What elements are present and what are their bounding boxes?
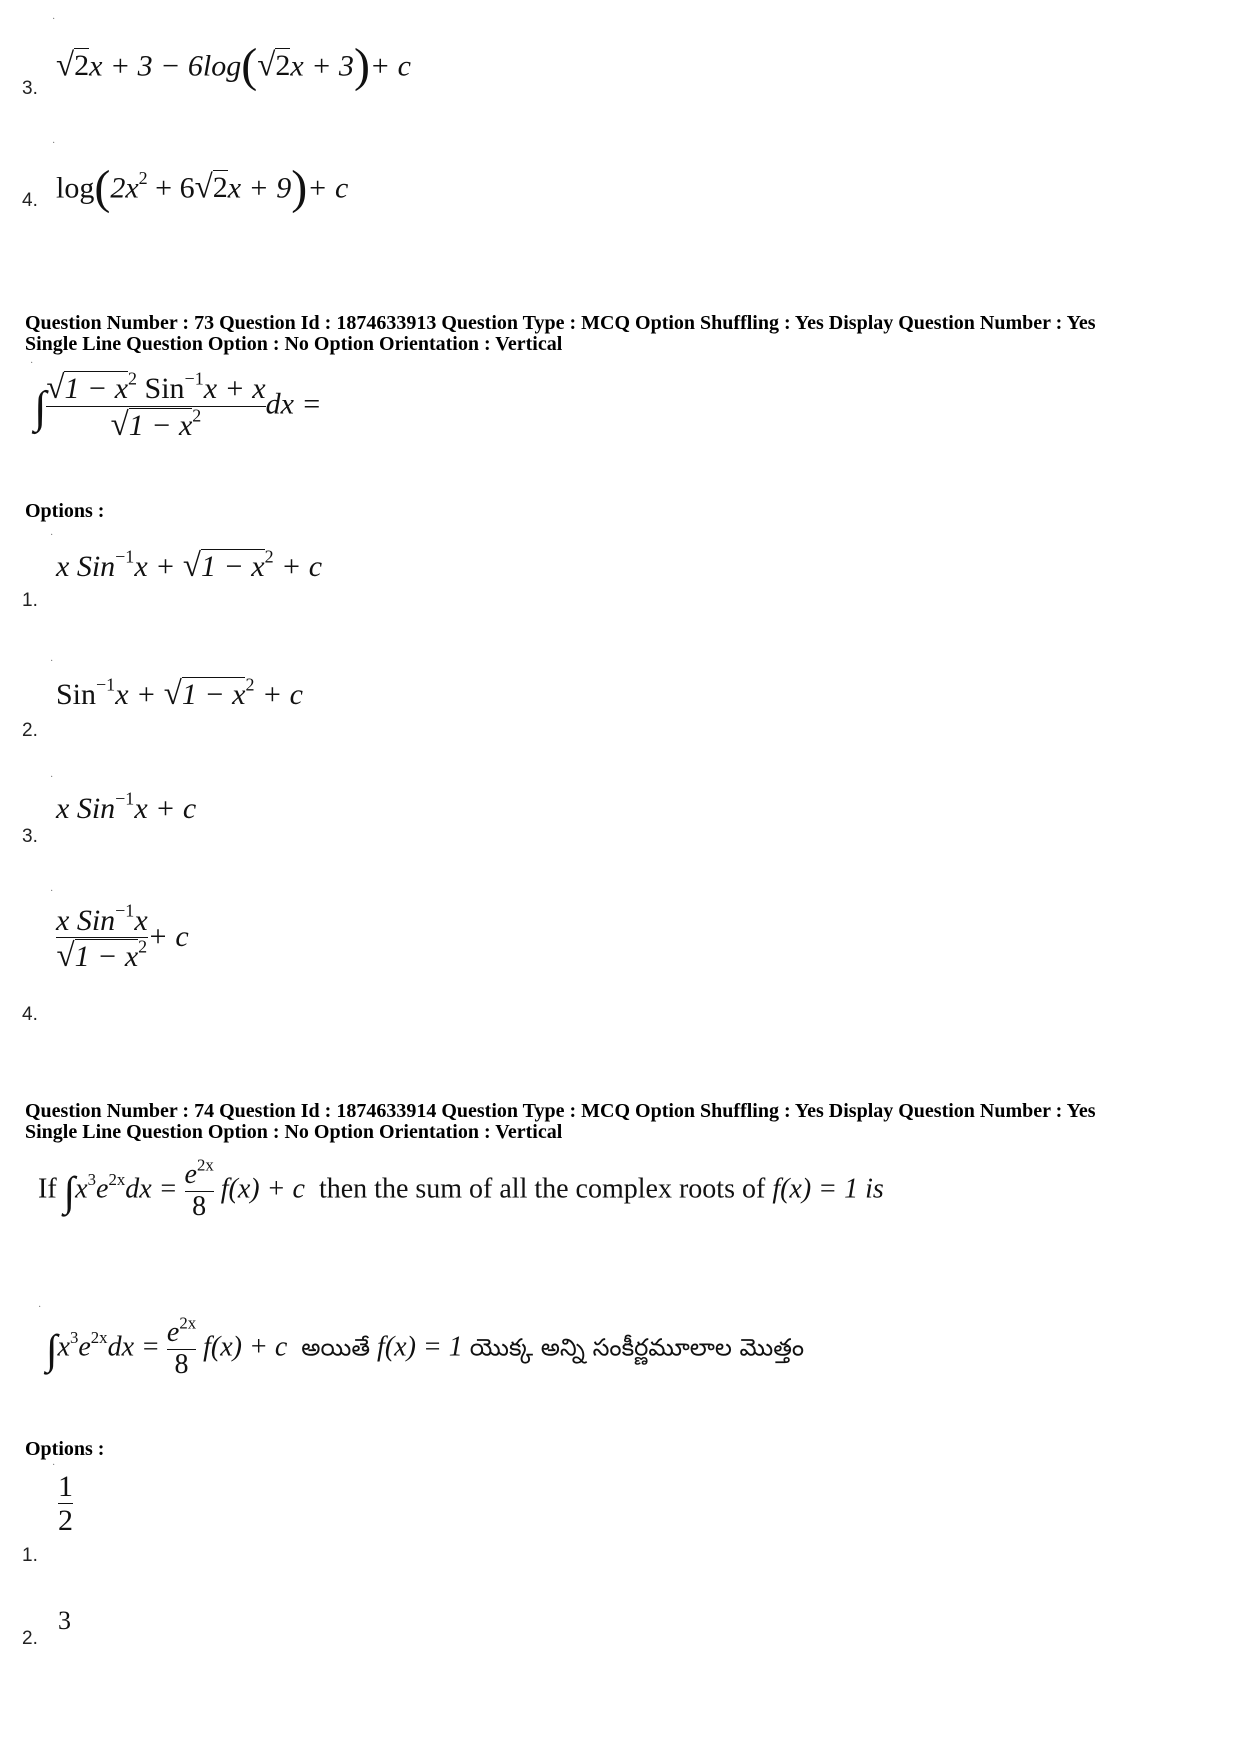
q74-option-2-number: 2. [22,1628,38,1649]
q73-option-4-number: 4. [22,1004,38,1025]
q73-options-label: Options : [25,500,105,522]
q73-option-1-expression[interactable]: x $Sin^{-1}x + √1 - x^2 + c$ [56,546,323,584]
q73-option-2-expression[interactable]: $Sin^{-1}x + √1 - x^2 + c$ [56,674,303,712]
q74-english-fraction: $\frac{e^{2x}}{8}$ [184,1155,214,1222]
q74-options-label: Options : [25,1438,105,1460]
marker-dot: · [50,772,54,783]
q73-meta-line-1: Question Number : 73 Question Id : 1874633913 Question Type : MCQ Option Shuffling : Yes Display Question Number : Yes [25,312,1096,334]
q74-meta-line-1: Question Number : 74 Question Id : 1874633914 Question Type : MCQ Option Shuffling : Yes Display Question Number : Yes [25,1100,1096,1122]
q73-option-3-expression[interactable]: x Sin$^{-1}$x + c [56,788,197,825]
q73-integrand-fraction: $\frac{√1 - x^2 Sin^{-1}x + x}{√1 - x^2}$ [46,368,266,444]
q74-option-1-fraction: $\frac{1}{2}$ [58,1470,73,1537]
q73-option-2-number: 2. [22,720,38,741]
marker-dot: · [52,138,56,149]
marker-dot: · [52,1460,56,1471]
q72-option-4-expression: $\log(2x^2 + 6√2x + 9)+ c$ [56,161,349,214]
q74-telugu-fraction: $\frac{e^{2x}}{8}$ [166,1313,197,1380]
q74-option-1-number: 1. [22,1545,38,1566]
q74-option-2-value[interactable]: 3 [58,1606,71,1635]
marker-dot: · [50,656,54,667]
q72-option-3-expression: √2x + 3 − 6log(√2x + 3)+ c [56,39,411,92]
q73-option-1-number: 1. [22,590,38,611]
q74-option-1-expression[interactable] [58,1470,73,1537]
q73-option-4-expression[interactable]: $\frac{x Sin^{-1}x}{√1 - x^2}$ + c [56,900,189,974]
q73-option-3-number: 3. [22,826,38,847]
q73-question-expression: ∫ $\frac{√1 - x^2 Sin^{-1}x + x}{√1 - x^2}$ dx = [34,368,322,444]
q73-meta-line-2: Single Line Question Option : No Option Orientation : Vertical [25,333,563,355]
q73-option-4-fraction: $\frac{x Sin^{-1}x}{√1 - x^2}$ [56,900,148,974]
q72-option-3-number: 3. [22,78,38,99]
marker-dot: · [50,886,54,897]
marker-dot: · [30,358,34,369]
q74-question-telugu: $\int x^3e^{2x}dx$ = $\frac{e^{2x}}{8}$ f(x) + c అయితే f(x) = 1 యొక్క అన్ని సంకీర్ణమూలాల మొత్తం [46,1313,805,1380]
q72-option-4-number: 4. [22,190,38,211]
q74-question-english: If $\int x^3e^{2x}dx$ = $\frac{e^{2x}}{8}$ f(x) + c then the sum of all the complex roots of f(x) = 1 is [38,1155,884,1222]
marker-dot: · [50,530,54,541]
marker-dot: · [52,14,56,25]
marker-dot: · [38,1302,42,1313]
q74-meta-line-2: Single Line Question Option : No Option Orientation : Vertical [25,1121,563,1143]
